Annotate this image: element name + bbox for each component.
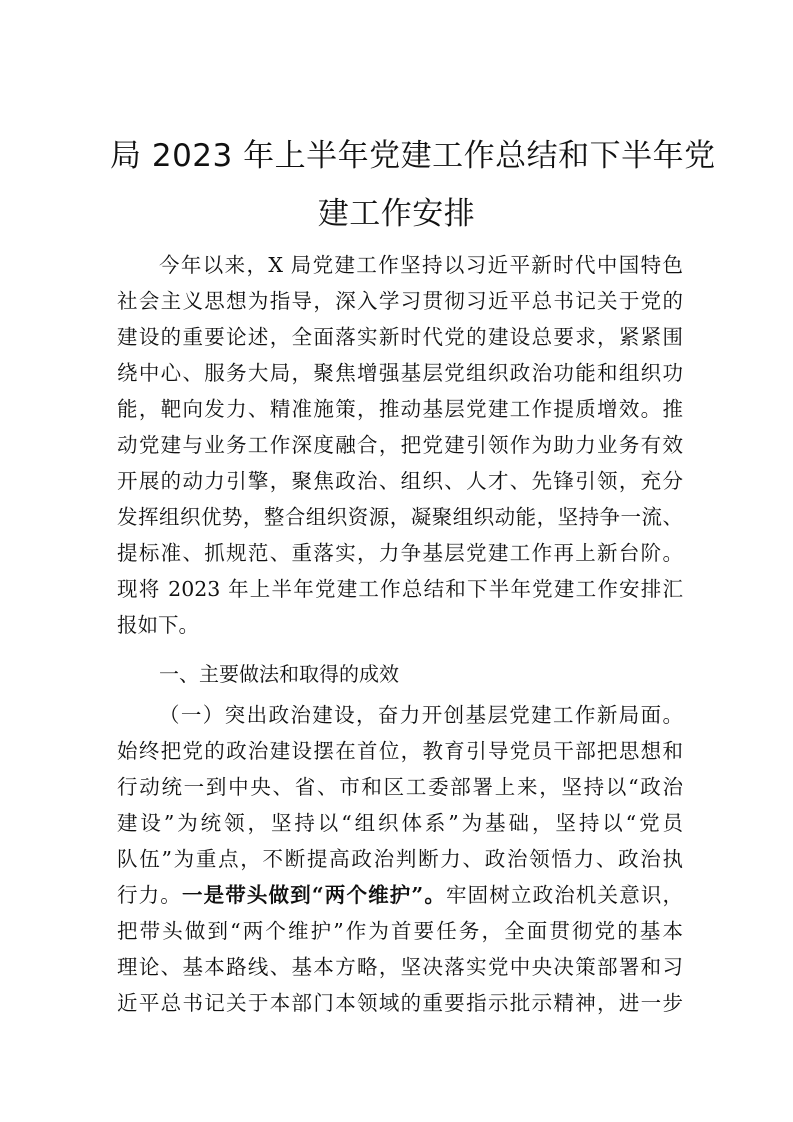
subsection-heading-1: （一）突出政治建设，奋力开创基层党建工作新局面。 [159,703,683,727]
intro-line: 报如下。 [117,613,199,637]
paragraph-line: 把带头做到“两个维护”作为首要任务，全面贯彻党的基本 [117,919,683,943]
paragraph-text: 牢固树立政治机关意识， [446,883,684,907]
document-title-line-1: 局 2023 年上半年党建工作总结和下半年党 [110,138,716,174]
document-title-line-2: 建工作安排 [317,196,476,232]
intro-line: 开展的动力引擎，聚焦政治、组织、人才、先锋引领，充分 [117,469,683,493]
intro-line: 现将 2023 年上半年党建工作总结和下半年党建工作安排汇 [117,577,683,601]
paragraph-line: 队伍”为重点，不断提高政治判断力、政治领悟力、政治执 [117,847,683,871]
intro-line: 绕中心、服务大局，聚焦增强基层党组织政治功能和组织功 [117,361,683,385]
intro-line: 能，靶向发力、精准施策，推动基层党建工作提质增效。推 [117,397,683,421]
paragraph-line: 始终把党的政治建设摆在首位，教育引导党员干部把思想和 [117,739,683,763]
paragraph-line-mixed [117,877,683,913]
paragraph-text: 行力。 [117,883,182,907]
intro-line: 提标准、抓规范、重落实，力争基层党建工作再上新台阶。 [117,541,683,565]
paragraph-line: 近平总书记关于本部门本领域的重要指示批示精神，进一步 [117,991,683,1015]
section-heading-1: 一、主要做法和取得的成效 [159,662,399,686]
intro-line: 发挥组织优势，整合组织资源，凝聚组织动能，坚持争一流、 [117,505,683,529]
bold-lead-in: 一是带头做到“两个维护”。 [181,883,446,907]
paragraph-line: 建设”为统领，坚持以“组织体系”为基础，坚持以“党员 [117,811,683,835]
intro-line: 社会主义思想为指导，深入学习贯彻习近平总书记关于党的 [117,289,683,313]
intro-line: 动党建与业务工作深度融合，把党建引领作为助力业务有效 [117,433,683,457]
intro-line: 建设的重要论述，全面落实新时代党的建设总要求，紧紧围 [117,325,683,349]
paragraph-line: 理论、基本路线、基本方略，坚决落实党中央决策部署和习 [117,955,683,979]
paragraph-line: 行动统一到中央、省、市和区工委部署上来，坚持以“政治 [117,775,683,799]
intro-line: 今年以来，X 局党建工作坚持以习近平新时代中国特色 [159,253,683,277]
